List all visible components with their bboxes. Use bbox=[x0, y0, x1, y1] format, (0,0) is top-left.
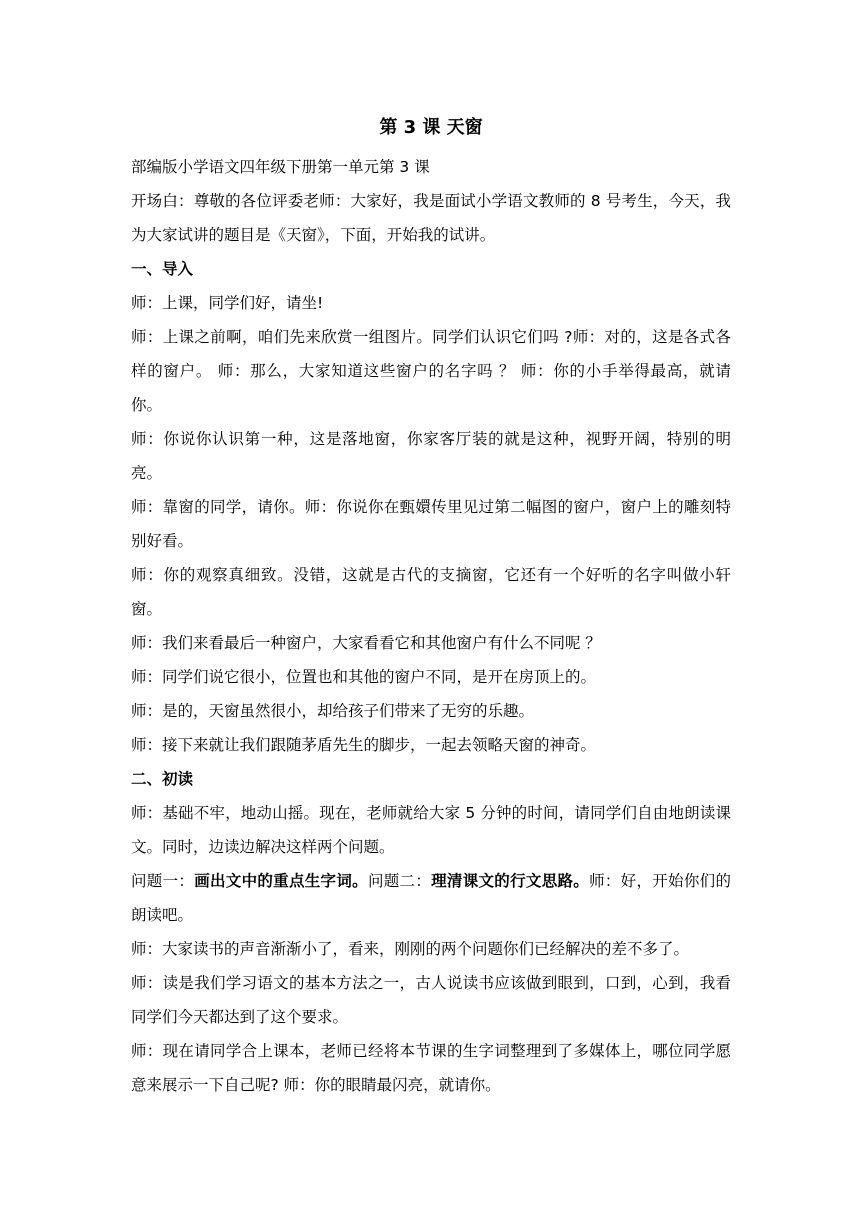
paragraph: 师：上课之前啊，咱们先来欣赏一组图片。同学们认识它们吗 ?师：对的，这是各式各样的窗户。 师：那么，大家知道这些窗户的名字吗 ？ 师：你的小手举得最高，就请你。 bbox=[131, 328, 731, 414]
paragraph: 师：上课，同学们好，请坐! bbox=[131, 294, 324, 312]
paragraph: 师：读是我们学习语文的基本方法之一，古人说读书应该做到眼到，口到，心到，我看同学们今天都达到了这个要求。 bbox=[131, 974, 731, 1026]
lesson-subtitle: 部编版小学语文四年级下册第一单元第 3 课 bbox=[131, 158, 430, 176]
opening-paragraph: 开场白：尊敬的各位评委老师：大家好，我是面试小学语文教师的 8 号考生，今天，我为大家试讲的题目是《天窗》，下面，开始我的试讲。 bbox=[131, 192, 731, 244]
paragraph: 师：现在请同学合上课本，老师已经将本节课的生字词整理到了多媒体上，哪位同学愿意来展示一下自己呢? 师：你的眼睛最闪亮，就请你。 bbox=[131, 1042, 731, 1094]
questions-paragraph bbox=[131, 864, 731, 932]
paragraph: 师：靠窗的同学，请你。师：你说你在甄嬛传里见过第二幅图的窗户，窗户上的雕刻特别好看。 bbox=[131, 498, 731, 550]
paragraph: 师：大家读书的声音渐渐小了，看来，刚刚的两个问题你们已经解决的差不多了。 bbox=[131, 940, 690, 958]
paragraph: 师：同学们说它很小，位置也和其他的窗户不同，是开在房顶上的。 bbox=[131, 668, 597, 686]
section-heading-intro: 一、导入 bbox=[131, 260, 194, 278]
document-body bbox=[131, 114, 731, 1102]
paragraph: 师：我们来看最后一种窗户，大家看看它和其他窗户有什么不同呢 ？ bbox=[131, 634, 601, 652]
question-two-text: 理清课文的行文思路。 bbox=[431, 872, 590, 890]
question-tail: 师：好，开始你们的朗读吧。 bbox=[131, 872, 731, 924]
section-heading-first-reading: 二、初读 bbox=[131, 770, 194, 788]
question-two-label: 问题二： bbox=[367, 872, 432, 890]
paragraph: 师：基础不牢，地动山摇。现在，老师就给大家 5 分钟的时间，请同学们自由地朗读课文。同时，边读边解决这样两个问题。 bbox=[131, 804, 731, 856]
question-one-text: 画出文中的重点生字词。 bbox=[194, 872, 368, 890]
question-one-label: 问题一： bbox=[131, 872, 195, 890]
paragraph: 师：你的观察真细致。没错，这就是古代的支摘窗，它还有一个好听的名字叫做小轩窗。 bbox=[131, 566, 731, 618]
paragraph: 师：接下来就让我们跟随茅盾先生的脚步，一起去领略天窗的神奇。 bbox=[131, 736, 597, 754]
paragraph: 师：你说你认识第一种，这是落地窗，你家客厅装的就是这种，视野开阔，特别的明亮。 bbox=[131, 430, 731, 482]
lesson-title: 第 3 课 天窗 bbox=[379, 117, 483, 138]
paragraph: 师：是的，天窗虽然很小，却给孩子们带来了无穷的乐趣。 bbox=[131, 702, 535, 720]
